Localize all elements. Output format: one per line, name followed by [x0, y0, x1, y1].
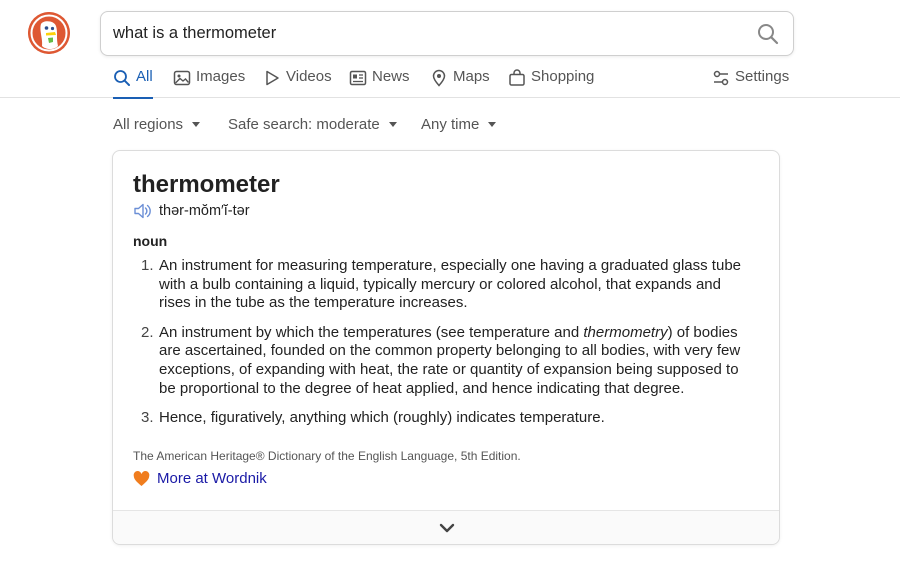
sense-number: 3. — [141, 409, 154, 427]
definition-sense-3 — [141, 409, 753, 428]
shopping-bag-icon — [508, 69, 526, 87]
search-input[interactable] — [113, 12, 743, 55]
tab-images-label: Images — [196, 68, 246, 85]
duckduckgo-logo[interactable] — [28, 12, 70, 54]
more-link-label: More at Wordnik — [157, 470, 267, 487]
tab-shopping[interactable] — [508, 68, 594, 98]
tab-maps-label: Maps — [453, 68, 490, 85]
sense-text-italic: thermometry — [583, 323, 668, 341]
settings-button[interactable] — [712, 68, 789, 98]
newspaper-icon — [349, 69, 367, 87]
caret-down-icon — [389, 122, 397, 127]
time-label: Any time — [421, 116, 480, 133]
definition-word: thermometer — [133, 171, 280, 198]
sense-number: 1. — [141, 257, 154, 274]
time-dropdown[interactable] — [421, 116, 496, 133]
speaker-icon[interactable] — [133, 202, 153, 220]
tab-all[interactable] — [113, 68, 153, 98]
part-of-speech: noun — [133, 233, 168, 249]
pronunciation-row — [133, 202, 250, 220]
definition-card — [112, 150, 780, 545]
image-icon — [173, 69, 191, 87]
search-box[interactable] — [100, 11, 794, 56]
sense-text-after: ) of bodies are ascertained, founded on the common property belonging to all bodies, with very few exceptions, of expanding with heat, the rate or quantity of expansion being supposed to be proportional to the degree of heat applied, and hence indicating that degree. — [159, 323, 741, 397]
sense-text-before: An instrument by which the temperatures (see temperature and — [159, 323, 584, 341]
tab-maps[interactable] — [430, 68, 490, 98]
sense-text: Hence, figuratively, anything which (roughly) indicates temperature. — [159, 409, 605, 427]
tab-news-label: News — [372, 68, 410, 85]
definition-sense-1 — [141, 257, 753, 313]
caret-down-icon — [488, 122, 496, 127]
tab-images[interactable] — [173, 68, 245, 98]
search-nav — [0, 64, 900, 98]
safe-search-dropdown[interactable] — [228, 116, 397, 133]
caret-down-icon — [192, 122, 200, 127]
tab-all-label: All — [136, 68, 153, 85]
region-label: All regions — [113, 116, 184, 133]
region-dropdown[interactable] — [113, 116, 200, 133]
search-icon[interactable] — [757, 23, 779, 45]
tab-news[interactable] — [349, 68, 410, 98]
tab-shopping-label: Shopping — [531, 68, 595, 85]
pronunciation-text: thər-mŏm′ĭ-tər — [159, 203, 250, 219]
definition-sense-2 — [141, 324, 753, 398]
heart-icon — [133, 471, 150, 487]
settings-label: Settings — [735, 68, 790, 85]
sense-number: 2. — [141, 323, 154, 341]
play-icon — [263, 69, 281, 87]
more-at-wordnik-link[interactable] — [133, 470, 267, 487]
source-attribution: The American Heritage® Dictionary of the English Language, 5th Edition. — [133, 449, 521, 463]
search-icon — [113, 69, 131, 87]
chevron-down-icon — [439, 522, 455, 534]
map-pin-icon — [430, 69, 448, 87]
expand-card-button[interactable] — [113, 510, 779, 544]
sense-text: An instrument for measuring temperature, especially one having a graduated glass tube with a bulb containing a liquid, typically mercury or colored alcohol, that expands and rises in the tube as the temperature increases. — [159, 257, 742, 312]
safe-search-label: Safe search: moderate — [228, 116, 380, 133]
sliders-icon — [712, 69, 730, 87]
definition-list — [141, 257, 753, 439]
tab-videos[interactable] — [263, 68, 332, 98]
duck-logo-icon — [28, 12, 70, 54]
tab-videos-label: Videos — [286, 68, 332, 85]
